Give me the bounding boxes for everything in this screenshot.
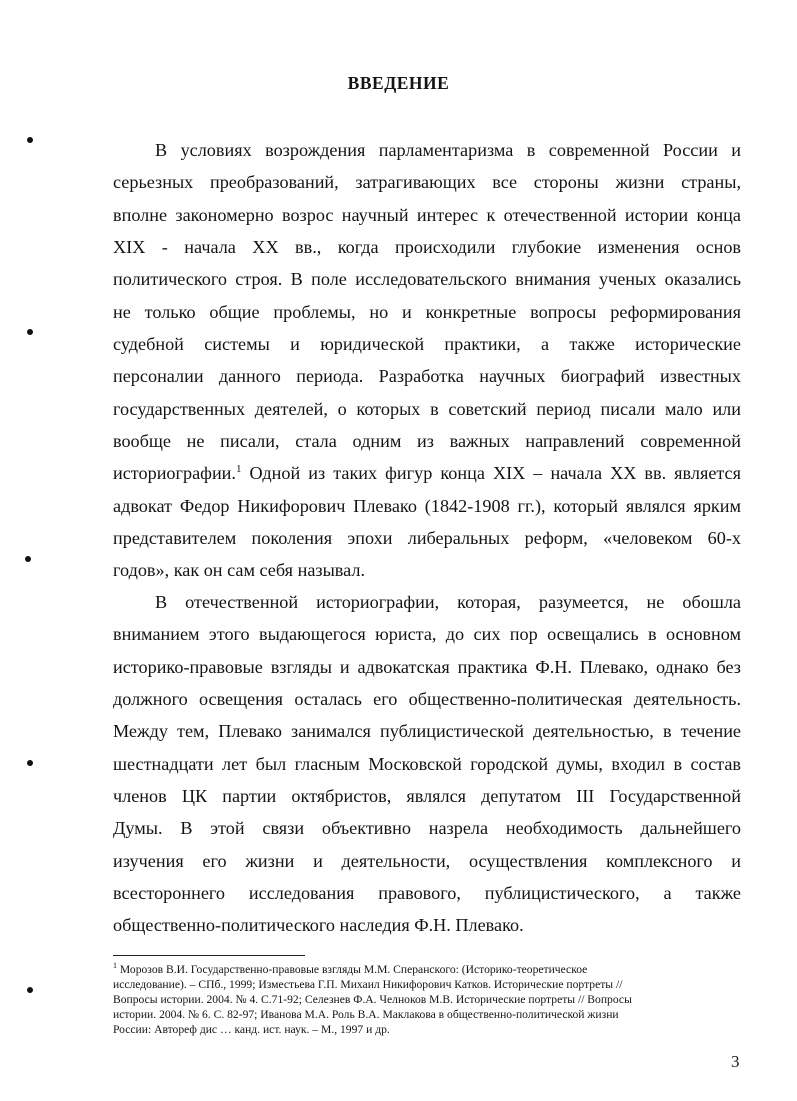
text-line: серьезных преобразований, затрагивающих все стороны жизни страны, bbox=[113, 172, 741, 193]
footnote-reference: 1 bbox=[235, 463, 242, 476]
text-line: судебной системы и юридической практики, а также исторические bbox=[113, 334, 741, 355]
scan-dot-5 bbox=[27, 987, 33, 993]
scan-dot-3 bbox=[25, 556, 31, 562]
scan-dot-1 bbox=[27, 137, 33, 143]
footnote-line: истории. 2004. № 6. С. 82-97; Иванова М.А. Роль В.А. Маклакова в общественно-политической жизни bbox=[113, 1007, 619, 1021]
text-line: всестороннего исследования правового, публицистического, а также bbox=[113, 883, 741, 904]
text-line: XIX - начала XX вв., когда происходили глубокие изменения основ bbox=[113, 237, 741, 258]
text-line: государственных деятелей, о которых в советский период писали мало или bbox=[113, 398, 741, 419]
scan-dot-4 bbox=[27, 760, 33, 766]
text-line: В условиях возрождения парламентаризма в современной России и bbox=[155, 140, 741, 160]
footnote-line bbox=[113, 963, 738, 978]
text-line: изучения его жизни и деятельности, осуществления комплексного и bbox=[113, 850, 741, 871]
page-title: ВВЕДЕНИЕ bbox=[347, 73, 450, 93]
paragraph-2 bbox=[113, 586, 741, 942]
text-line: персоналии данного периода. Разработка научных биографий известных bbox=[113, 366, 741, 387]
text-line: В отечественной историографии, которая, разумеется, не обошла bbox=[155, 592, 741, 612]
page-number: 3 bbox=[731, 1052, 740, 1071]
text-line: политического строя. В поле исследовательского внимания ученых оказались bbox=[113, 269, 741, 290]
paragraph-1 bbox=[113, 134, 741, 587]
text-line: общественно-политического наследия Ф.Н. Плевако. bbox=[113, 915, 524, 936]
text-line: годов», как он сам себя называл. bbox=[113, 560, 366, 581]
scan-dot-2 bbox=[27, 329, 33, 335]
footnote-divider bbox=[113, 955, 305, 956]
footnote-line: России: Автореф дис … канд. ист. наук. – М., 1997 и др. bbox=[113, 1022, 390, 1036]
text-line: шестнадцати лет был гласным Московской городской думы, входил в состав bbox=[113, 753, 741, 774]
text-segment: Одной из таких фигур конца XIX – начала XX вв. является bbox=[241, 463, 741, 484]
text-line: должного освещения осталась его общественно-политическая деятельность. bbox=[113, 689, 741, 710]
footnote-mark: 1 bbox=[113, 961, 117, 971]
text-line: членов ЦК партии октябристов, являлся депутатом III Государственной bbox=[113, 786, 741, 807]
text-line: историко-правовые взгляды и адвокатская практика Ф.Н. Плевако, однако без bbox=[113, 656, 741, 677]
text-line: вполне закономерно возрос научный интерес к отечественной истории конца bbox=[113, 204, 741, 225]
text-line: представителем поколения эпохи либеральных реформ, «человеком 60-х bbox=[113, 528, 741, 549]
text-line: вниманием этого выдающегося юриста, до сих пор освещались в основном bbox=[113, 624, 741, 645]
text-line-with-footnote bbox=[113, 457, 741, 489]
footnote-line: Вопросы истории. 2004. № 4. С.71-92; Селезнев Ф.А. Челноков М.В. Исторические портреты // Вопросы bbox=[113, 992, 632, 1006]
text-segment: историографии. bbox=[113, 463, 236, 484]
footnote bbox=[113, 963, 738, 1038]
footnote-line: исследование). – СПб., 1999; Изместьева Г.П. Михаил Никифорович Катков. Исторические портреты // bbox=[113, 977, 623, 991]
footnote-text: Морозов В.И. Государственно-правовые взгляды М.М. Сперанского: (Историко-теоретическое bbox=[117, 963, 588, 976]
text-line: Думы. В этой связи объективно назрела необходимость дальнейшего bbox=[113, 818, 741, 839]
text-line: адвокат Федор Никифорович Плевако (1842-1908 гг.), который являлся ярким bbox=[113, 495, 741, 516]
text-line: Между тем, Плевако занимался публицистической деятельностью, в течение bbox=[113, 721, 741, 742]
text-line: не только общие проблемы, но и конкретные вопросы реформирования bbox=[113, 301, 741, 322]
text-line: вообще не писали, стала одним из важных направлений современной bbox=[113, 431, 741, 452]
